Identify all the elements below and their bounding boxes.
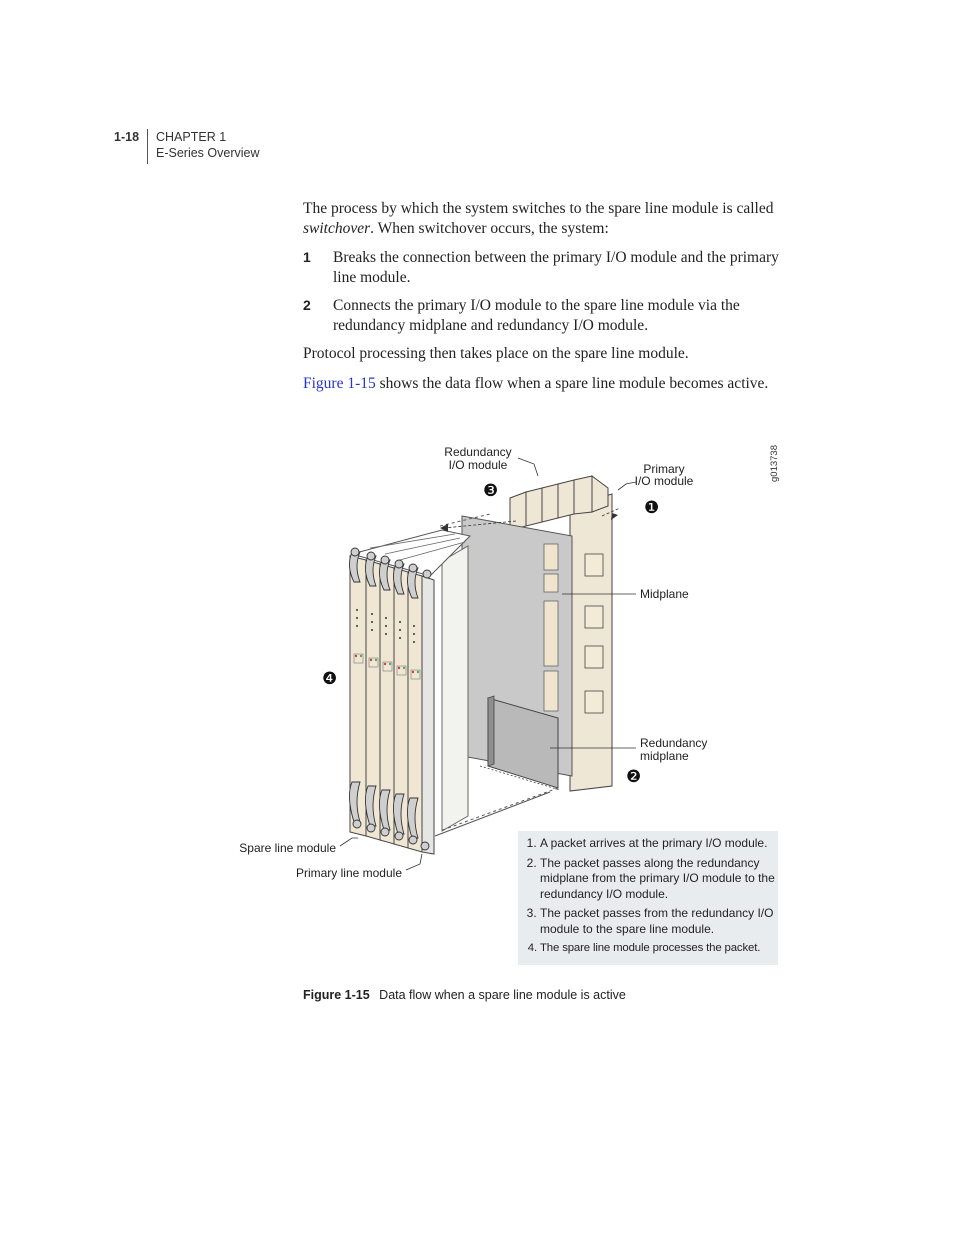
label-redundancy-midplane-line1: Redundancy	[640, 736, 708, 750]
label-redundancy-midplane-line2: midplane	[640, 749, 689, 763]
page-number: 1-18	[114, 130, 140, 144]
switchover-term: switchover	[303, 219, 371, 237]
section-title: E-Series Overview	[156, 146, 260, 160]
body-text	[303, 199, 783, 403]
rear-io-panel	[570, 494, 612, 791]
chassis-figure	[220, 436, 800, 886]
figure-link[interactable]: Figure 1-15	[303, 374, 376, 392]
label-spare-line-module: Spare line module	[239, 841, 336, 855]
caption-label: Figure 1-15	[303, 988, 370, 1002]
line-modules	[350, 556, 434, 854]
label-primary-io-line2: I/O module	[634, 474, 694, 488]
list-item: 3. The packet passes from the redundancy I/O module to the spare line module.	[540, 906, 778, 937]
figure-reference-paragraph: Figure 1-15 shows the data flow when a spare line module becomes active.	[303, 374, 769, 392]
list-item: 4. The spare line module processes the packet.	[540, 941, 778, 957]
step-text: Connects the primary I/O module to the spare line module via the redundancy midplane and redundancy I/O module.	[333, 297, 740, 334]
list-item: 1. A packet arrives at the primary I/O module.	[540, 836, 778, 852]
figure-id: g013738	[769, 445, 780, 482]
callout-1: ❶	[644, 498, 660, 517]
intro-paragraph: The process by which the system switches to the spare line module is called switchover. When switchover occurs, the system:	[303, 200, 774, 237]
label-primary-line-module: Primary line module	[295, 866, 402, 880]
chapter-label: CHAPTER 1	[156, 130, 227, 144]
step-number: 1	[303, 249, 311, 265]
midplane-connectors	[544, 544, 558, 711]
processing-paragraph: Protocol processing then takes place on the spare line module.	[303, 345, 689, 362]
step-item	[303, 296, 783, 335]
figure-notes	[518, 831, 778, 965]
header-divider	[147, 129, 148, 164]
callout-3: ❸	[483, 481, 499, 500]
label-midplane: Midplane	[640, 587, 689, 601]
callout-2: ❷	[626, 767, 642, 786]
step-item	[303, 248, 783, 287]
step-number: 2	[303, 297, 311, 313]
notes-list	[518, 836, 778, 957]
chassis-side-wall	[442, 546, 468, 831]
label-primary-io-line1: Primary	[643, 462, 685, 476]
label-redundancy-io-line2: I/O module	[448, 458, 508, 472]
figure-caption	[303, 988, 626, 1002]
caption-text: Data flow when a spare line module is active	[379, 988, 626, 1002]
callout-4: ❹	[322, 669, 338, 688]
step-text: Breaks the connection between the primary I/O module and the primary line module.	[333, 249, 779, 286]
list-item: 2. The packet passes along the redundancy midplane from the primary I/O module to the redundancy I/O module.	[540, 856, 778, 903]
label-redundancy-io-line1: Redundancy	[444, 445, 512, 459]
chassis-illustration	[220, 436, 800, 886]
